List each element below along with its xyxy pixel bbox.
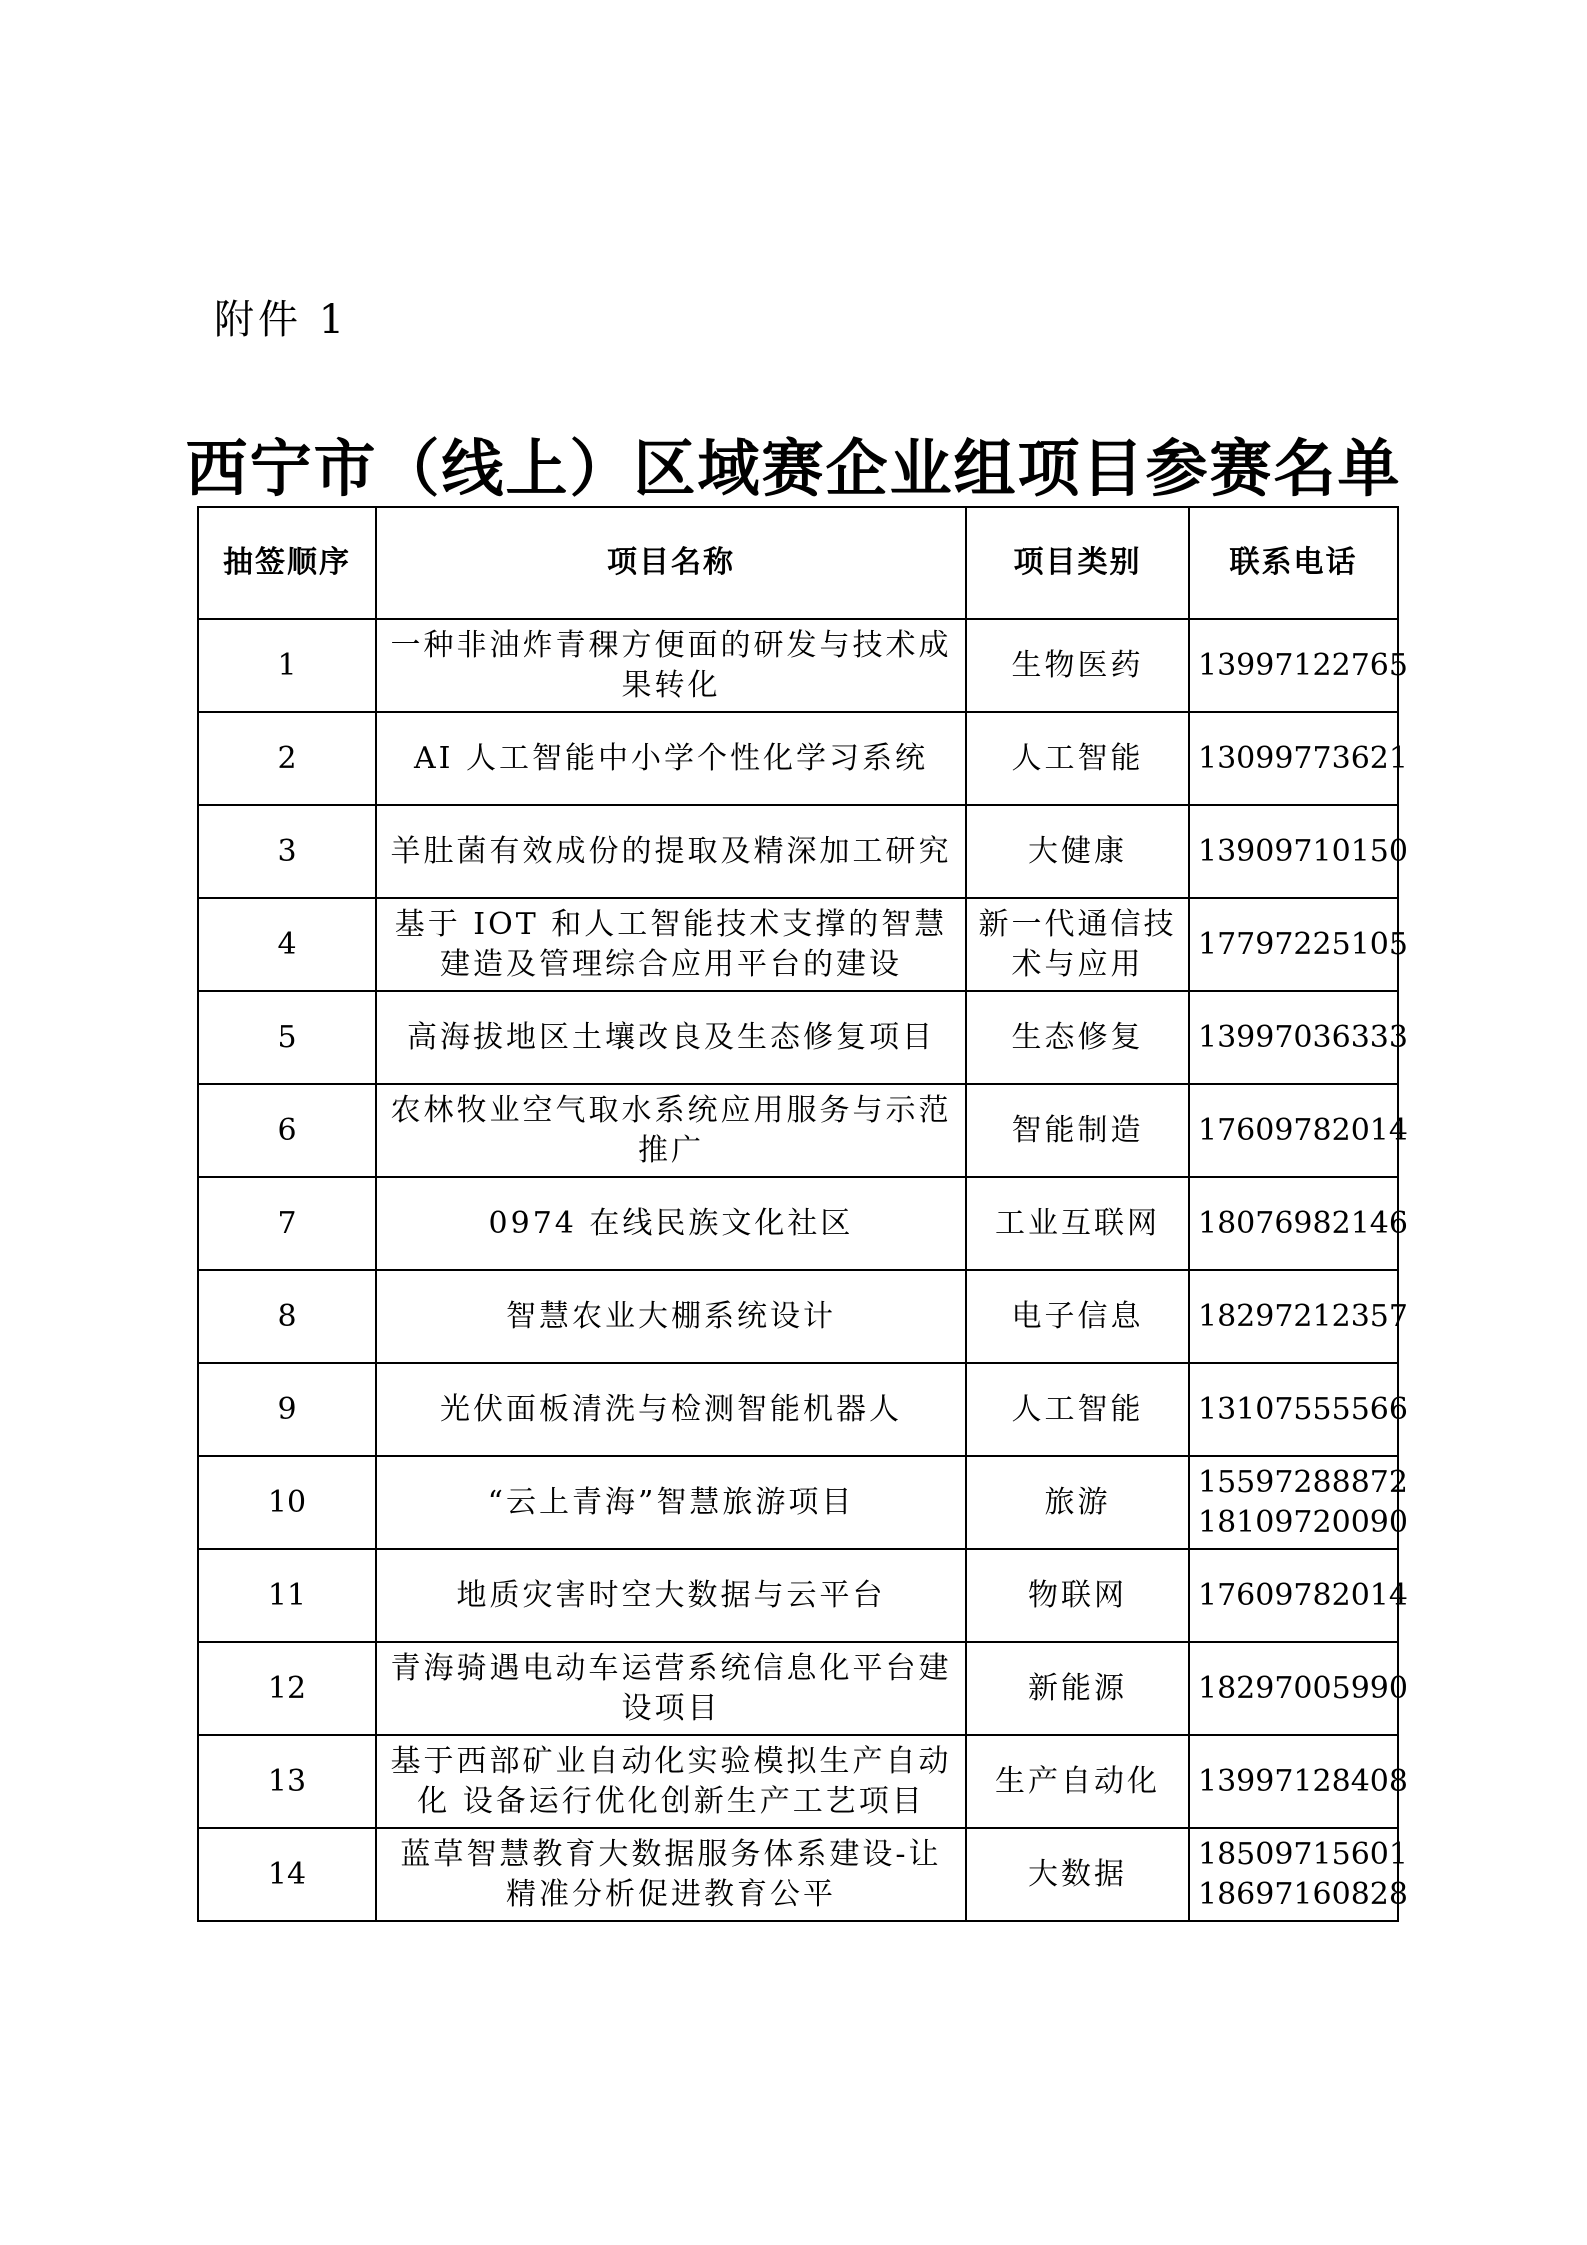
row-phone bbox=[1189, 1549, 1408, 1642]
phone-number: 17797225105 bbox=[1198, 926, 1408, 962]
row-category: 工业互联网 bbox=[966, 1177, 1189, 1270]
table-row bbox=[198, 991, 1398, 1084]
phone-number: 15597288872 bbox=[1198, 1464, 1408, 1500]
row-project-name: 智慧农业大棚系统设计 bbox=[376, 1270, 966, 1363]
row-phone bbox=[1189, 619, 1408, 712]
phone-number: 18697160828 bbox=[1198, 1876, 1408, 1912]
phone-number: 18109720090 bbox=[1198, 1504, 1408, 1540]
table-row bbox=[198, 619, 1398, 712]
row-project-name: 羊肚菌有效成份的提取及精深加工研究 bbox=[376, 805, 966, 898]
header-order: 抽签顺序 bbox=[198, 507, 376, 619]
row-order: 14 bbox=[198, 1828, 376, 1921]
row-order: 9 bbox=[198, 1363, 376, 1456]
row-phone bbox=[1189, 1735, 1408, 1828]
phone-number: 13997036333 bbox=[1198, 1019, 1408, 1055]
row-order: 8 bbox=[198, 1270, 376, 1363]
row-phone bbox=[1189, 1177, 1408, 1270]
row-order: 7 bbox=[198, 1177, 376, 1270]
row-project-name: 蓝草智慧教育大数据服务体系建设-让精准分析促进教育公平 bbox=[376, 1828, 966, 1921]
row-category: 人工智能 bbox=[966, 1363, 1189, 1456]
row-phone bbox=[1189, 1270, 1408, 1363]
row-category: 新能源 bbox=[966, 1642, 1189, 1735]
table-row bbox=[198, 1828, 1398, 1921]
phone-number: 18297005990 bbox=[1198, 1670, 1408, 1706]
table-row bbox=[198, 1363, 1398, 1456]
row-order: 11 bbox=[198, 1549, 376, 1642]
phone-number: 17609782014 bbox=[1198, 1577, 1408, 1613]
table-body bbox=[198, 619, 1408, 1921]
row-category: 人工智能 bbox=[966, 712, 1189, 805]
row-category: 大数据 bbox=[966, 1828, 1189, 1921]
row-order: 4 bbox=[198, 898, 376, 991]
table-row bbox=[198, 898, 1398, 991]
row-project-name: 光伏面板清洗与检测智能机器人 bbox=[376, 1363, 966, 1456]
row-project-name: 基于西部矿业自动化实验模拟生产自动化 设备运行优化创新生产工艺项目 bbox=[376, 1735, 966, 1828]
row-phone bbox=[1189, 898, 1408, 991]
row-category: 大健康 bbox=[966, 805, 1189, 898]
table-row bbox=[198, 1084, 1398, 1177]
row-order: 2 bbox=[198, 712, 376, 805]
table-row bbox=[198, 1456, 1398, 1549]
row-order: 6 bbox=[198, 1084, 376, 1177]
row-project-name: 高海拔地区土壤改良及生态修复项目 bbox=[376, 991, 966, 1084]
row-phone bbox=[1189, 1642, 1408, 1735]
table-row bbox=[198, 1177, 1398, 1270]
row-phone bbox=[1189, 712, 1408, 805]
phone-number: 17609782014 bbox=[1198, 1112, 1408, 1148]
row-category: 电子信息 bbox=[966, 1270, 1189, 1363]
phone-number: 18076982146 bbox=[1198, 1205, 1408, 1241]
row-category: 新一代通信技术与应用 bbox=[966, 898, 1189, 991]
document-title: 西宁市（线上）区域赛企业组项目参赛名单 bbox=[185, 432, 1402, 505]
header-project-name: 项目名称 bbox=[376, 507, 966, 619]
header-phone: 联系电话 bbox=[1189, 507, 1398, 619]
row-category: 旅游 bbox=[966, 1456, 1189, 1549]
row-category: 物联网 bbox=[966, 1549, 1189, 1642]
row-project-name: 地质灾害时空大数据与云平台 bbox=[376, 1549, 966, 1642]
table-header-row bbox=[198, 507, 1398, 619]
row-category: 生产自动化 bbox=[966, 1735, 1189, 1828]
table-row bbox=[198, 1735, 1398, 1828]
row-project-name: 基于 IOT 和人工智能技术支撑的智慧建造及管理综合应用平台的建设 bbox=[376, 898, 966, 991]
row-phone bbox=[1189, 805, 1408, 898]
table-row bbox=[198, 805, 1398, 898]
row-phone bbox=[1189, 1456, 1408, 1549]
phone-number: 13909710150 bbox=[1198, 833, 1408, 869]
row-project-name: AI 人工智能中小学个性化学习系统 bbox=[376, 712, 966, 805]
phone-number: 18297212357 bbox=[1198, 1298, 1408, 1334]
attachment-label: 附件 1 bbox=[214, 297, 349, 343]
row-order: 12 bbox=[198, 1642, 376, 1735]
row-order: 13 bbox=[198, 1735, 376, 1828]
project-roster-table bbox=[197, 506, 1408, 1922]
table-row bbox=[198, 712, 1398, 805]
phone-number: 13997122765 bbox=[1198, 647, 1408, 683]
row-phone bbox=[1189, 1084, 1408, 1177]
phone-number: 13099773621 bbox=[1198, 740, 1408, 776]
row-project-name: 农林牧业空气取水系统应用服务与示范推广 bbox=[376, 1084, 966, 1177]
row-project-name: 一种非油炸青稞方便面的研发与技术成果转化 bbox=[376, 619, 966, 712]
table-row bbox=[198, 1642, 1398, 1735]
table-row bbox=[198, 1549, 1398, 1642]
row-project-name: “云上青海”智慧旅游项目 bbox=[376, 1456, 966, 1549]
row-order: 3 bbox=[198, 805, 376, 898]
row-order: 10 bbox=[198, 1456, 376, 1549]
phone-number: 13107555566 bbox=[1198, 1391, 1408, 1427]
row-phone bbox=[1189, 1363, 1408, 1456]
row-project-name: 青海骑遇电动车运营系统信息化平台建设项目 bbox=[376, 1642, 966, 1735]
row-phone bbox=[1189, 1828, 1408, 1921]
row-category: 生态修复 bbox=[966, 991, 1189, 1084]
table-row bbox=[198, 1270, 1398, 1363]
phone-number: 13997128408 bbox=[1198, 1763, 1408, 1799]
row-phone bbox=[1189, 991, 1408, 1084]
row-category: 智能制造 bbox=[966, 1084, 1189, 1177]
row-order: 5 bbox=[198, 991, 376, 1084]
header-category: 项目类别 bbox=[966, 507, 1189, 619]
row-project-name: 0974 在线民族文化社区 bbox=[376, 1177, 966, 1270]
phone-number: 18509715601 bbox=[1198, 1836, 1408, 1872]
row-order: 1 bbox=[198, 619, 376, 712]
row-category: 生物医药 bbox=[966, 619, 1189, 712]
